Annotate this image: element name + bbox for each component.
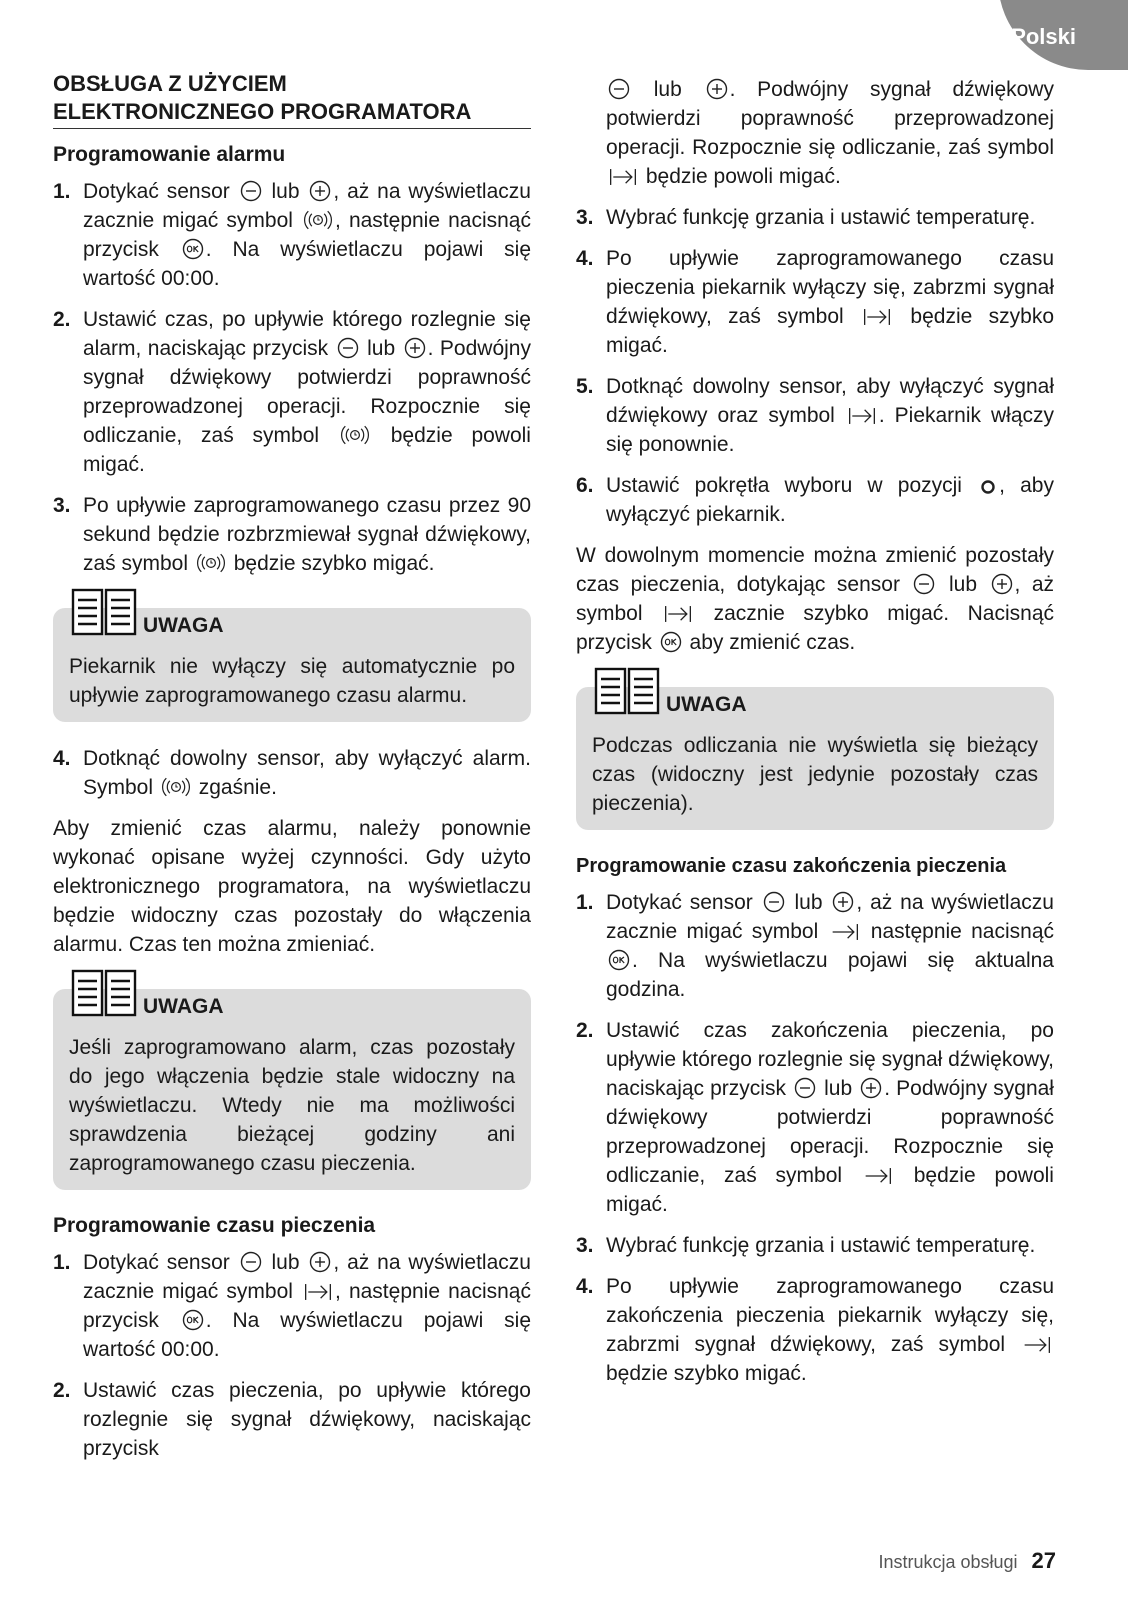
left-column bbox=[53, 0, 531, 1475]
ok-button-icon bbox=[608, 949, 630, 971]
note-title: UWAGA bbox=[666, 693, 747, 716]
step-number: 1. bbox=[53, 180, 71, 203]
step-text: lub bbox=[824, 1077, 853, 1100]
ok-button-icon bbox=[660, 631, 682, 653]
para-text: aby zmienić czas. bbox=[689, 631, 856, 654]
step-text: . Na wyświetlaczu pojawi się wartość 00:00. bbox=[83, 238, 531, 290]
minus-icon bbox=[240, 1251, 262, 1273]
step-text: Dotykać sensor bbox=[83, 180, 230, 203]
step-number: 5. bbox=[576, 375, 594, 398]
step-text: Dotknąć dowolny sensor, aby wyłączyć alarm. Symbol bbox=[83, 747, 531, 799]
end-time-icon bbox=[830, 922, 860, 942]
plus-icon bbox=[991, 573, 1013, 595]
plus-icon bbox=[860, 1077, 882, 1099]
step-text: . Na wyświetlaczu pojawi się aktualna godzina. bbox=[606, 949, 1054, 1001]
minus-icon bbox=[337, 337, 359, 359]
step-text: lub bbox=[367, 337, 396, 360]
step-number: 2. bbox=[53, 1379, 71, 1402]
step-number: 4. bbox=[576, 247, 594, 270]
step-text: Dotykać sensor bbox=[83, 1251, 230, 1274]
step-text: Ustawić czas, po upływie którego rozlegnie się alarm, naciskając przycisk bbox=[83, 308, 531, 360]
alarm-step-1 bbox=[53, 177, 531, 293]
baking-steps bbox=[53, 1248, 531, 1463]
step-number: 4. bbox=[53, 747, 71, 770]
step-text: , aż na wyświetlaczu zacznie migać symbol bbox=[83, 180, 531, 232]
step-text: będzie szybko migać. bbox=[233, 552, 435, 575]
note-text: Jeśli zaprogramowano alarm, czas pozostały do jego włączenia będzie stale widoczny na wyświetlaczu. Wtedy nie ma możliwości sprawdzenia bieżącej godziny ani zaprogramowanego czasu pieczenia. bbox=[69, 1036, 515, 1175]
baking-step-4 bbox=[576, 244, 1054, 360]
minus-icon bbox=[794, 1077, 816, 1099]
step-number: 2. bbox=[53, 308, 71, 331]
step-text: . Podwójny sygnał dźwiękowy potwierdzi poprawność przeprowadzonej operacji. Rozpocznie się odliczanie, zaś symbol bbox=[606, 78, 1054, 159]
step-number: 6. bbox=[576, 474, 594, 497]
step-text: będzie szybko migać. bbox=[606, 1362, 807, 1385]
end-time-icon bbox=[863, 1166, 893, 1186]
plus-icon bbox=[706, 78, 728, 100]
duration-icon bbox=[608, 167, 638, 187]
step-text: lub bbox=[271, 1251, 300, 1274]
alarm-step-2 bbox=[53, 305, 531, 479]
duration-icon bbox=[303, 1282, 333, 1302]
ok-button-icon bbox=[182, 1309, 204, 1331]
plus-icon bbox=[309, 180, 331, 202]
step-text: Dotykać sensor bbox=[606, 891, 753, 914]
step-text: będzie powoli migać. bbox=[83, 424, 531, 476]
minus-icon bbox=[608, 78, 630, 100]
step-number: 3. bbox=[576, 206, 594, 229]
end-step-1 bbox=[576, 888, 1054, 1004]
step-text: . Na wyświetlaczu pojawi się wartość 00:00. bbox=[83, 1309, 531, 1361]
step-text: zgaśnie. bbox=[198, 776, 277, 799]
para-text: zacznie szybko migać. Nacisnąć przycisk bbox=[576, 602, 1055, 654]
step-text: będzie powoli migać. bbox=[606, 1164, 1054, 1216]
baking-steps-continued bbox=[576, 75, 1054, 529]
note-box bbox=[576, 687, 1054, 830]
main-heading bbox=[53, 70, 531, 129]
step-number: 1. bbox=[53, 1251, 71, 1274]
language-label: Polski bbox=[1011, 24, 1076, 49]
plus-icon bbox=[309, 1251, 331, 1273]
step-text: Po upływie zaprogramowanego czasu zakończenia pieczenia piekarnik wyłączy się, zabrzmi sygnał dźwiękowy, zaś symbol bbox=[606, 1275, 1054, 1356]
alarm-paragraph: Aby zmienić czas alarmu, należy ponownie wykonać opisane wyżej czynności. Gdy użyto elektronicznego programatora, na wyświetlaczu będzie widoczny czas pozostały do włączenia alarmu. Czas ten można zmieniać. bbox=[53, 817, 531, 956]
step-text: będzie powoli migać. bbox=[645, 165, 841, 188]
step-text: następnie nacisnąć bbox=[870, 920, 1054, 943]
step-number: 3. bbox=[53, 494, 71, 517]
step-text: . Piekarnik włączy się ponownie. bbox=[606, 404, 1055, 456]
step-text: będzie szybko migać. bbox=[606, 305, 1055, 357]
step-text: Ustawić czas zakończenia pieczenia, po upływie którego rozlegnie się sygnał dźwiękowy, naciskając przycisk bbox=[606, 1019, 1054, 1100]
step-text: . Podwójny sygnał dźwiękowy potwierdzi poprawność przeprowadzonej operacji. Rozpocznie się odliczanie, zaś symbol bbox=[83, 337, 531, 447]
baking-section-title: Programowanie czasu pieczenia bbox=[53, 1214, 376, 1237]
end-step-3 bbox=[576, 1231, 1054, 1260]
footer-title: Instrukcja obsługi bbox=[878, 1552, 1018, 1572]
plus-icon bbox=[404, 337, 426, 359]
alarm-steps-continued bbox=[53, 744, 531, 802]
duration-icon bbox=[847, 406, 877, 426]
step-text: Ustawić pokrętła wyboru w pozycji bbox=[606, 474, 962, 497]
step-text: Ustawić czas pieczenia, po upływie którego rozlegnie się sygnał dźwiękowy, naciskając przycisk bbox=[83, 1379, 531, 1460]
heading-line-1: OBSŁUGA Z UŻYCIEM bbox=[53, 71, 287, 96]
book-icon bbox=[594, 667, 660, 717]
off-position-icon bbox=[979, 478, 997, 496]
step-text: Dotknąć dowolny sensor, aby wyłączyć sygnał dźwiękowy oraz symbol bbox=[606, 375, 1054, 427]
para-text: W dowolnym momencie można zmienić pozostały czas pieczenia, dotykając sensor bbox=[576, 544, 1054, 596]
alarm-bell-icon bbox=[303, 209, 333, 231]
heading-line-2: ELEKTRONICZNEGO PROGRAMATORA bbox=[53, 99, 472, 124]
baking-step-5 bbox=[576, 372, 1054, 459]
alarm-section-title: Programowanie alarmu bbox=[53, 143, 286, 166]
step-text: lub bbox=[653, 78, 682, 101]
baking-step-2-continued bbox=[576, 75, 1054, 191]
step-text: , aż na wyświetlaczu zacznie migać symbol bbox=[83, 1251, 531, 1303]
alarm-step-4 bbox=[53, 744, 531, 802]
minus-icon bbox=[763, 891, 785, 913]
baking-step-3 bbox=[576, 203, 1054, 232]
right-column bbox=[576, 0, 1054, 1400]
baking-step-6 bbox=[576, 471, 1054, 529]
step-text: Po upływie zaprogramowanego czasu pieczenia piekarnik wyłączy się, zabrzmi sygnał dźwiękowy, zaś symbol bbox=[606, 247, 1054, 328]
step-text: Wybrać funkcję grzania i ustawić temperaturę. bbox=[606, 1234, 1036, 1257]
step-text: , następnie nacisnąć przycisk bbox=[83, 1280, 531, 1332]
duration-icon bbox=[663, 604, 693, 624]
end-steps bbox=[576, 888, 1054, 1388]
baking-paragraph bbox=[576, 541, 1054, 657]
minus-icon bbox=[240, 180, 262, 202]
step-text: lub bbox=[794, 891, 823, 914]
para-text: , aż symbol bbox=[576, 573, 1055, 625]
end-time-icon bbox=[1022, 1335, 1052, 1355]
note-box bbox=[53, 608, 531, 722]
note-text: Piekarnik nie wyłączy się automatycznie po upływie zaprogramowanego czasu alarmu. bbox=[69, 655, 515, 707]
step-number: 2. bbox=[576, 1019, 594, 1042]
note-title: UWAGA bbox=[143, 614, 224, 637]
plus-icon bbox=[832, 891, 854, 913]
step-text: , następnie nacisnąć przycisk bbox=[83, 209, 531, 261]
step-number: 3. bbox=[576, 1234, 594, 1257]
note-text: Podczas odliczania nie wyświetla się bieżący czas (widoczny jest jedynie pozostały czas pieczenia). bbox=[592, 734, 1038, 815]
book-icon bbox=[71, 588, 137, 638]
alarm-steps bbox=[53, 177, 531, 578]
end-step-4 bbox=[576, 1272, 1054, 1388]
duration-icon bbox=[862, 307, 892, 327]
note-box bbox=[53, 989, 531, 1190]
step-text: , aby wyłączyć piekarnik. bbox=[606, 474, 1054, 526]
para-text: lub bbox=[948, 573, 977, 596]
page-number: 27 bbox=[1031, 1548, 1056, 1573]
alarm-step-3 bbox=[53, 491, 531, 578]
end-section-title: Programowanie czasu zakończenia pieczenia bbox=[576, 855, 1007, 877]
note-title: UWAGA bbox=[143, 995, 224, 1018]
step-text: , aż na wyświetlaczu zacznie migać symbol bbox=[606, 891, 1054, 943]
step-text: lub bbox=[271, 180, 300, 203]
alarm-bell-icon bbox=[340, 424, 370, 446]
step-text: Po upływie zaprogramowanego czasu przez 90 sekund będzie rozbrzmiewał sygnał dźwiękowy, zaś symbol bbox=[83, 494, 531, 575]
baking-step-1 bbox=[53, 1248, 531, 1364]
end-step-2 bbox=[576, 1016, 1054, 1219]
step-number: 1. bbox=[576, 891, 594, 914]
ok-button-icon bbox=[182, 238, 204, 260]
page-footer bbox=[878, 1548, 1056, 1574]
step-number: 4. bbox=[576, 1275, 594, 1298]
book-icon bbox=[71, 969, 137, 1019]
step-text: Wybrać funkcję grzania i ustawić temperaturę. bbox=[606, 206, 1036, 229]
minus-icon bbox=[913, 573, 935, 595]
alarm-bell-icon bbox=[196, 552, 226, 574]
baking-step-2 bbox=[53, 1376, 531, 1463]
step-text: . Podwójny sygnał dźwiękowy potwierdzi poprawność przeprowadzonej operacji. Rozpocznie się odliczanie, zaś symbol bbox=[606, 1077, 1054, 1187]
alarm-bell-icon bbox=[161, 776, 191, 798]
